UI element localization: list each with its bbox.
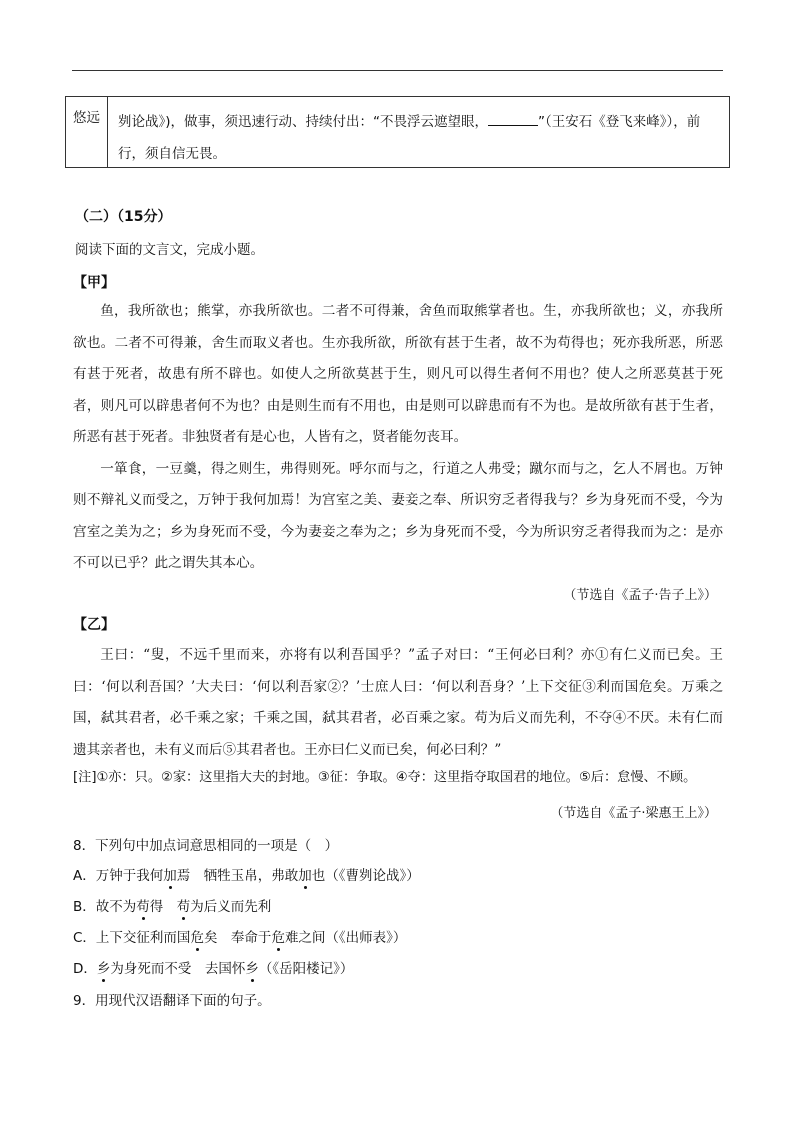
option-text: （《岳阳楼记》） [258,961,354,977]
passage-jia-tag: 【甲】 [73,275,115,291]
option-text: D． [73,961,97,977]
header-rule [72,70,723,71]
passage-yi-source: （节选自《孟子·梁惠王上》） [550,806,717,821]
dotted-word: 乡 [96,961,111,977]
question-8-option-a[interactable] [73,864,420,884]
dotted-word: 加 [298,868,312,884]
passage-yi-note: [注]①亦：只。②家：这里指大夫的封地。③征：争取。④夺：这里指夺取国君的地位。⑤后：怠慢、不顾。 [73,770,697,785]
passage-yi-tag: 【乙】 [73,617,115,633]
option-text: 为后义而先利 [190,899,272,915]
passage-jia [73,296,723,580]
option-text: C．上下交征利而国 [73,930,191,946]
table-row-label: 悠远 [66,97,108,167]
passage-yi [73,640,723,766]
passage-yi-paragraph: 王曰：“叟，不远千里而来，亦将有以利吾国乎？”孟子对曰：“王何必曰利？亦①有仁义而已矣。王曰：‘何以利吾国？’大夫曰：‘何以利吾家②？’士庶人曰：‘何以利吾身？’上下交征③利而国危矣。万乘之国，弑其君者，必千乘之家；千乘之国，弑其君者，必百乘之家。苟为后义而先利，不夺④不厌。未有仁而遗其亲者也，未有义而后⑤其君者也。王亦曰仁义而已矣，何必曰利？” [73,647,723,758]
option-text: 焉 牺牲玉帛，弗敢 [176,868,299,884]
fill-in-blank[interactable] [488,111,538,126]
table-text-after: ”（王安石《登飞来峰》），前行，须自信无畏。 [118,114,701,162]
dotted-word: 苟 [136,899,150,915]
option-text: 得 [149,899,177,915]
dotted-word: 危 [190,930,204,946]
option-text: 矣 奉命于 [203,930,272,946]
answer-table [65,96,730,168]
passage-jia-source: （节选自《孟子·告子上》） [563,588,717,603]
table-row-text [118,106,723,170]
option-text: 为身死而不受 去国怀 [110,961,246,977]
question-8-option-c[interactable] [73,926,406,946]
dotted-word: 危 [271,930,285,946]
dotted-word: 乡 [245,961,259,977]
question-8-option-b[interactable] [73,895,271,915]
question-9-stem: 9．用现代汉语翻译下面的句子。 [73,993,271,1009]
option-text: 也（《曹刿论战》） [311,868,420,884]
question-8-option-d[interactable] [73,957,353,977]
section-title: （二）（15分） [75,209,172,225]
dotted-word: 苟 [176,899,191,915]
dotted-word: 加 [163,868,177,884]
option-text: B．故不为 [73,899,137,915]
table-text-before: 刿论战》)，做事，须迅速行动、持续付出：“不畏浮云遮望眼， [118,114,489,130]
option-text: A．万钟于我何 [73,868,164,884]
passage-jia-paragraph-1: 鱼，我所欲也；熊掌，亦我所欲也。二者不可得兼，舍鱼而取熊掌者也。生，亦我所欲也；义，亦我所欲也。二者不可得兼，舍生而取义者也。生亦我所欲，所欲有甚于生者，故不为苟得也；死亦我所恶，所恶有甚于死者，故患有所不辟也。如使人之所欲莫甚于生，则凡可以得生者何不用也？使人之所恶莫甚于死者，则凡可以辟患者何不为也？由是则生而有不用也，由是则可以辟患而有不为也。是故所欲有甚于生者，所恶有甚于死者。非独贤者有是心也，人皆有之，贤者能勿丧耳。 [73,303,723,445]
option-text: 难之间（《出师表》） [284,930,407,946]
passage-jia-paragraph-2: 一箪食，一豆羹，得之则生，弗得则死。呼尔而与之，行道之人弗受；蹴尔而与之，乞人不屑也。万钟则不辩礼义而受之，万钟于我何加焉！为宫室之美、妻妾之奉、所识穷乏者得我与？乡为身死而不受，今为宫室之美为之；乡为身死而不受，今为妻妾之奉为之；乡为身死而不受，今为所识穷乏者得我而为之：是亦不可以已乎？此之谓失其本心。 [73,460,723,571]
question-8-stem: 8．下列句中加点词意思相同的一项是（ ） [73,838,339,854]
section-instruction: 阅读下面的文言文，完成小题。 [75,242,264,258]
